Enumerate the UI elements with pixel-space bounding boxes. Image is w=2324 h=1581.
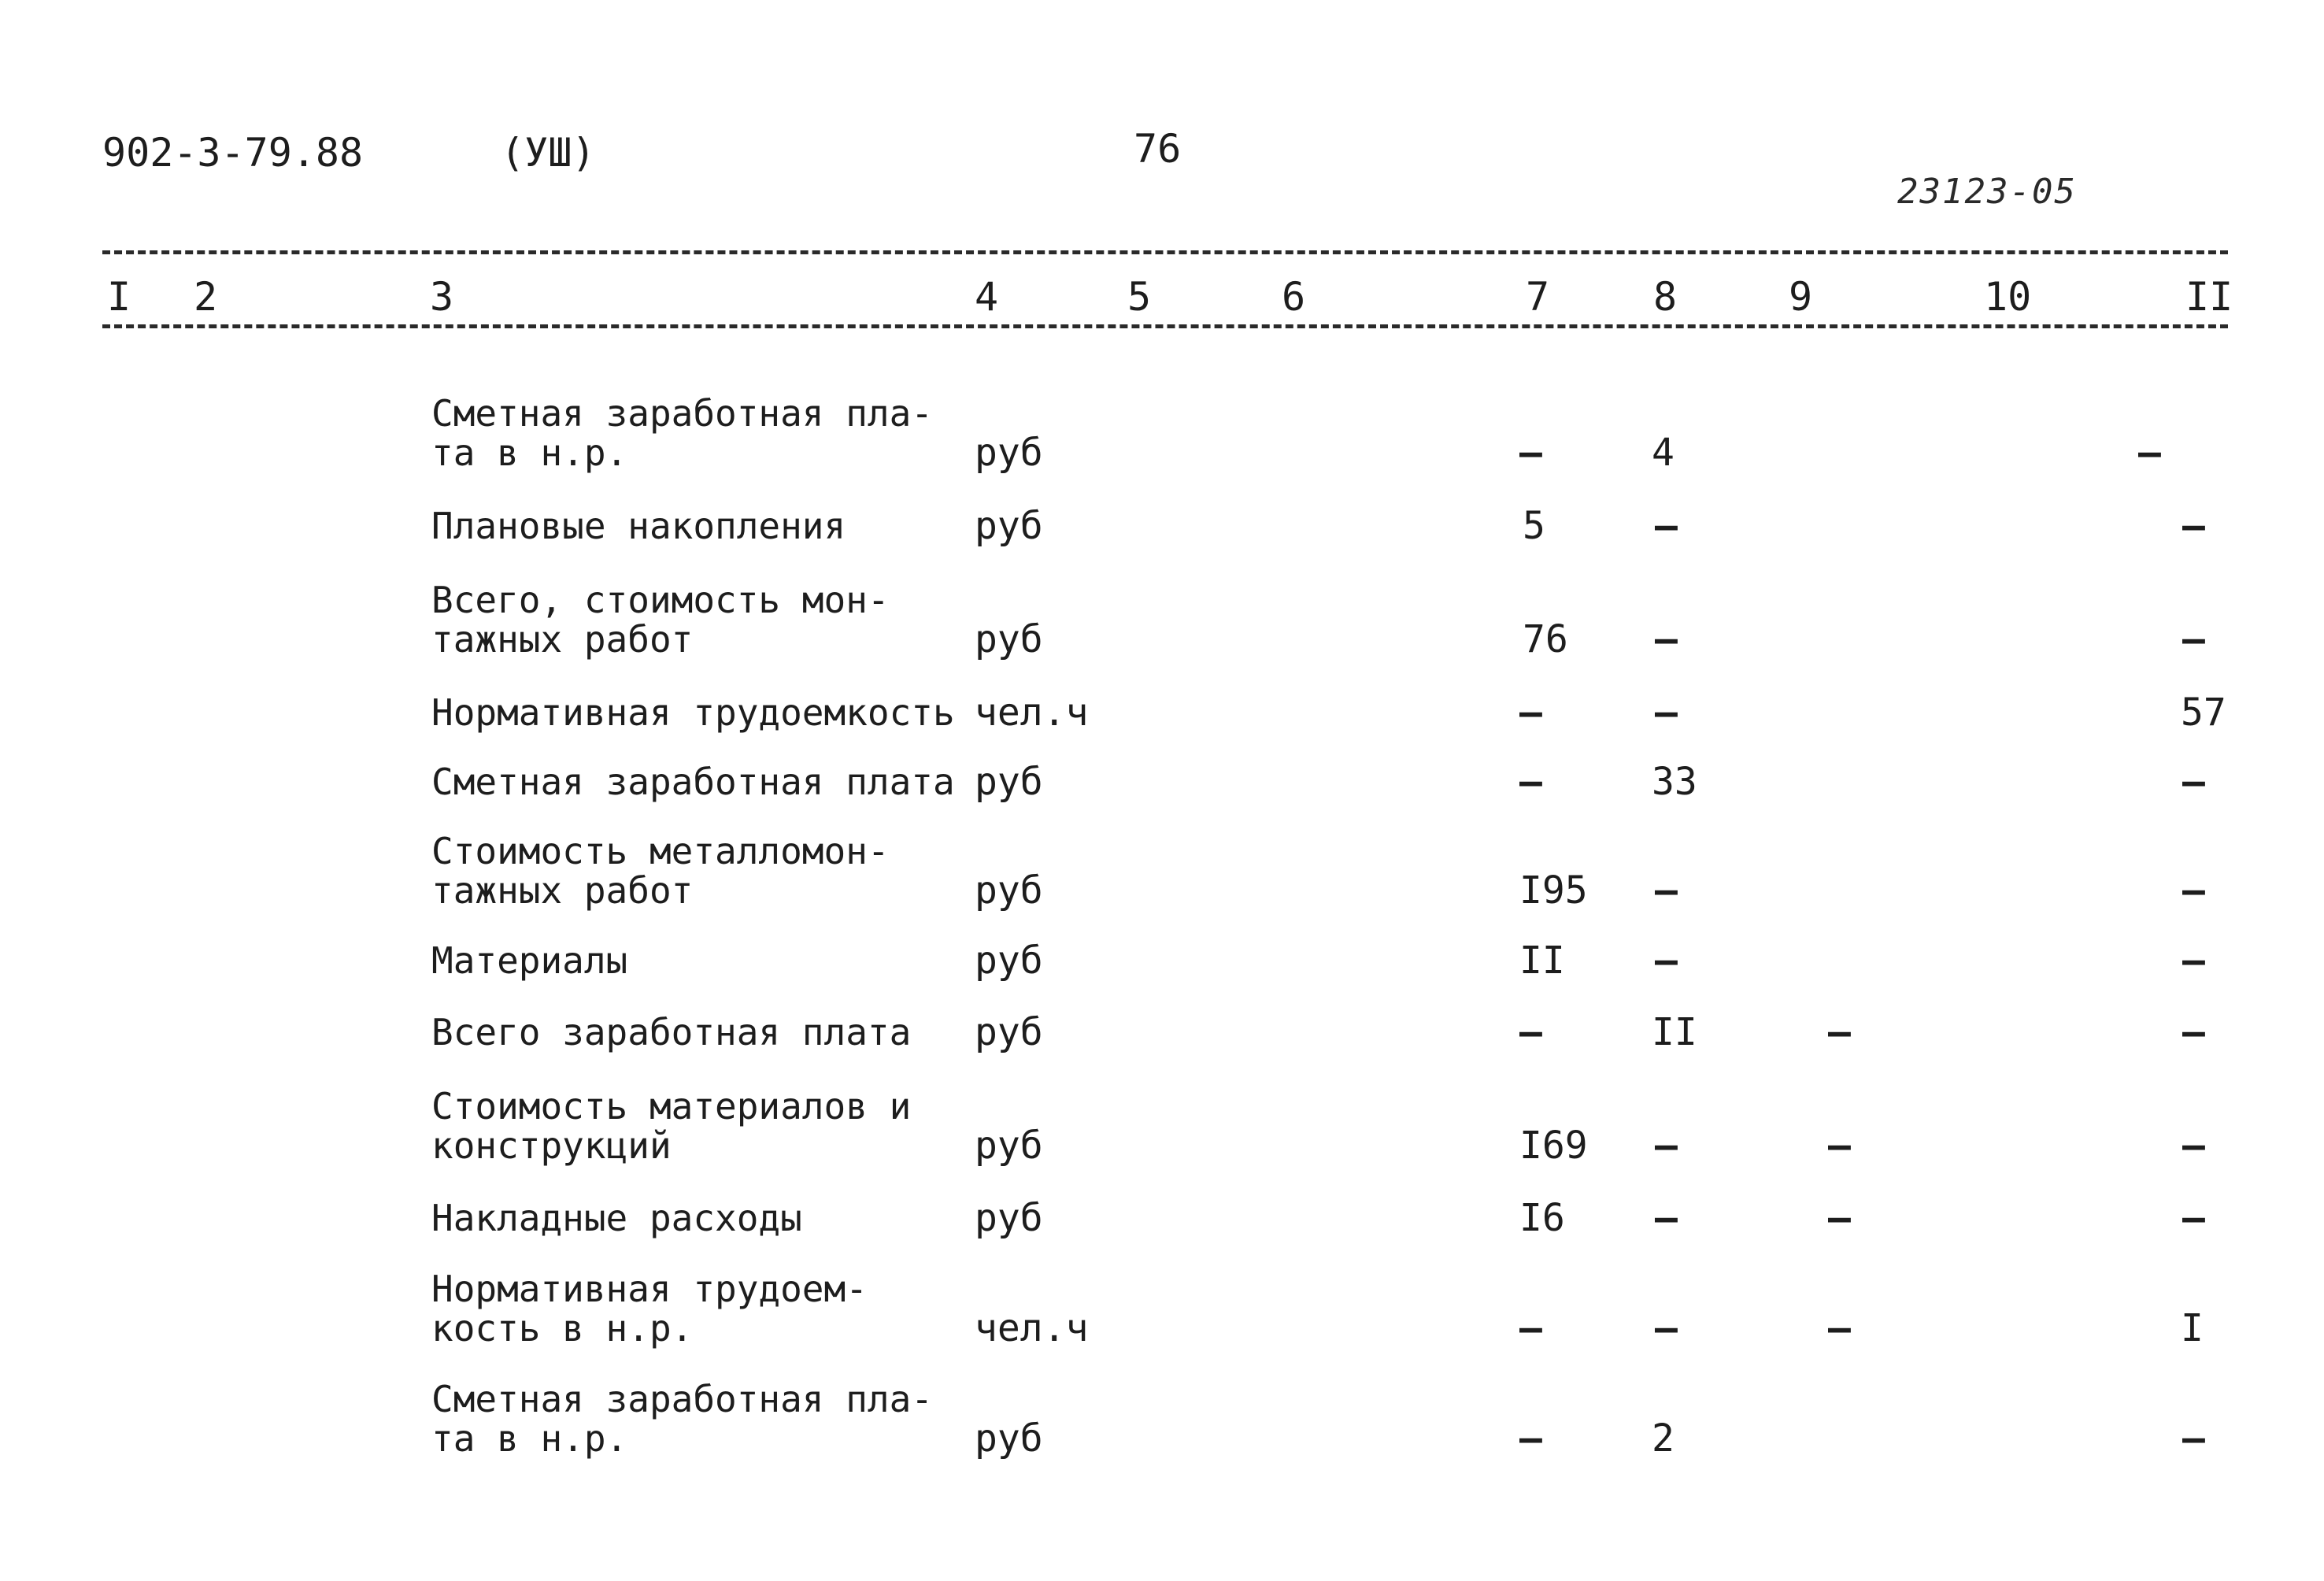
cell-col7: 76 — [1523, 617, 1568, 661]
row-name-line: Накладные расходы — [431, 1197, 802, 1239]
cell-col8: – — [1655, 691, 1678, 735]
cell-col9: – — [1828, 1196, 1851, 1240]
cell-col11: I — [2181, 1306, 2204, 1350]
row-name-line: Нормативная трудоемкость — [431, 691, 955, 734]
row-unit: чел.ч — [975, 1306, 1089, 1350]
cell-col7: – — [1519, 1306, 1542, 1350]
document-section: (УШ) — [501, 130, 596, 176]
row-name-line: Стоимость металломон- — [431, 830, 890, 872]
row-name-line: Сметная заработная пла- — [431, 392, 933, 435]
cell-col9: – — [1828, 1124, 1851, 1168]
column-number: 5 — [1127, 274, 1152, 320]
column-number: I — [107, 274, 131, 320]
row-name-line: та в н.р. — [431, 431, 628, 474]
row-unit: руб — [975, 617, 1043, 661]
row-name-line: кость в н.р. — [431, 1307, 694, 1350]
cell-col7: I6 — [1519, 1196, 1565, 1240]
row-name-line: Всего заработная плата — [431, 1011, 912, 1053]
cell-col8: – — [1655, 504, 1678, 548]
row-unit: руб — [975, 760, 1043, 804]
cell-col7: – — [1519, 691, 1542, 735]
page-number: 76 — [1134, 126, 1182, 172]
cell-col8: II — [1652, 1010, 1697, 1054]
row-unit: руб — [975, 939, 1043, 983]
cell-col7: – — [1519, 431, 1542, 475]
row-name-line: тажных работ — [431, 618, 694, 661]
cell-col8: – — [1655, 1196, 1678, 1240]
document-code: 902-3-79.88 — [102, 130, 364, 176]
column-number: II — [2185, 274, 2233, 320]
row-name-line: Сметная заработная пла- — [431, 1378, 933, 1420]
row-unit: руб — [975, 1416, 1043, 1461]
row-unit: руб — [975, 1124, 1043, 1168]
cell-col8: 2 — [1652, 1416, 1675, 1461]
column-number: 8 — [1653, 274, 1678, 320]
column-number: 7 — [1526, 274, 1550, 320]
cell-col11: 57 — [2181, 691, 2226, 735]
cell-col11: – — [2182, 504, 2205, 548]
cell-col11: – — [2182, 1010, 2205, 1054]
row-unit: руб — [975, 431, 1043, 475]
cell-col7: I69 — [1519, 1124, 1588, 1168]
row-unit: руб — [975, 1196, 1043, 1240]
cell-col7: 5 — [1523, 504, 1545, 548]
row-unit: руб — [975, 1010, 1043, 1054]
cell-col7: – — [1519, 1416, 1542, 1461]
cell-col11: – — [2182, 1416, 2205, 1461]
row-name-line: Сметная заработная плата — [431, 761, 955, 803]
row-name-line: та в н.р. — [431, 1417, 628, 1460]
row-unit: руб — [975, 504, 1043, 548]
row-unit: руб — [975, 868, 1043, 913]
cell-col7: – — [1519, 1010, 1542, 1054]
cell-col11: – — [2182, 868, 2205, 913]
row-name-line: Плановые накопления — [431, 505, 846, 547]
cell-col8: – — [1655, 868, 1678, 913]
column-number: 9 — [1789, 274, 1813, 320]
row-unit: чел.ч — [975, 691, 1089, 735]
row-name-line: Нормативная трудоем- — [431, 1268, 868, 1310]
cell-col8: – — [1655, 1306, 1678, 1350]
cell-col9: – — [1828, 1010, 1851, 1054]
cell-col8: 4 — [1652, 431, 1675, 475]
cell-col8: – — [1655, 939, 1678, 983]
cell-col7: – — [1519, 760, 1542, 804]
column-number: 4 — [975, 274, 999, 320]
cell-col7: II — [1519, 939, 1565, 983]
row-name-line: конструкций — [431, 1124, 672, 1167]
column-number: 3 — [430, 274, 454, 320]
header-rule-bottom — [102, 324, 2228, 328]
cell-col11: – — [2182, 1196, 2205, 1240]
cell-col11: – — [2138, 431, 2161, 475]
sheet-code: 23123-05 — [1897, 172, 2077, 212]
cell-col8: – — [1655, 617, 1678, 661]
column-number: 10 — [1984, 274, 2032, 320]
cell-col8: 33 — [1652, 760, 1697, 804]
cell-col7: I95 — [1519, 868, 1588, 913]
column-number: 2 — [194, 274, 218, 320]
row-name-line: Всего, стоимость мон- — [431, 579, 890, 621]
header-rule-top — [102, 250, 2228, 254]
cell-col11: – — [2182, 760, 2205, 804]
cell-col11: – — [2182, 1124, 2205, 1168]
row-name-line: Материалы — [431, 939, 628, 982]
cell-col11: – — [2182, 939, 2205, 983]
column-number: 6 — [1282, 274, 1306, 320]
row-name-line: Стоимость материалов и — [431, 1085, 912, 1127]
cell-col9: – — [1828, 1306, 1851, 1350]
cell-col11: – — [2182, 617, 2205, 661]
cell-col8: – — [1655, 1124, 1678, 1168]
row-name-line: тажных работ — [431, 869, 694, 912]
